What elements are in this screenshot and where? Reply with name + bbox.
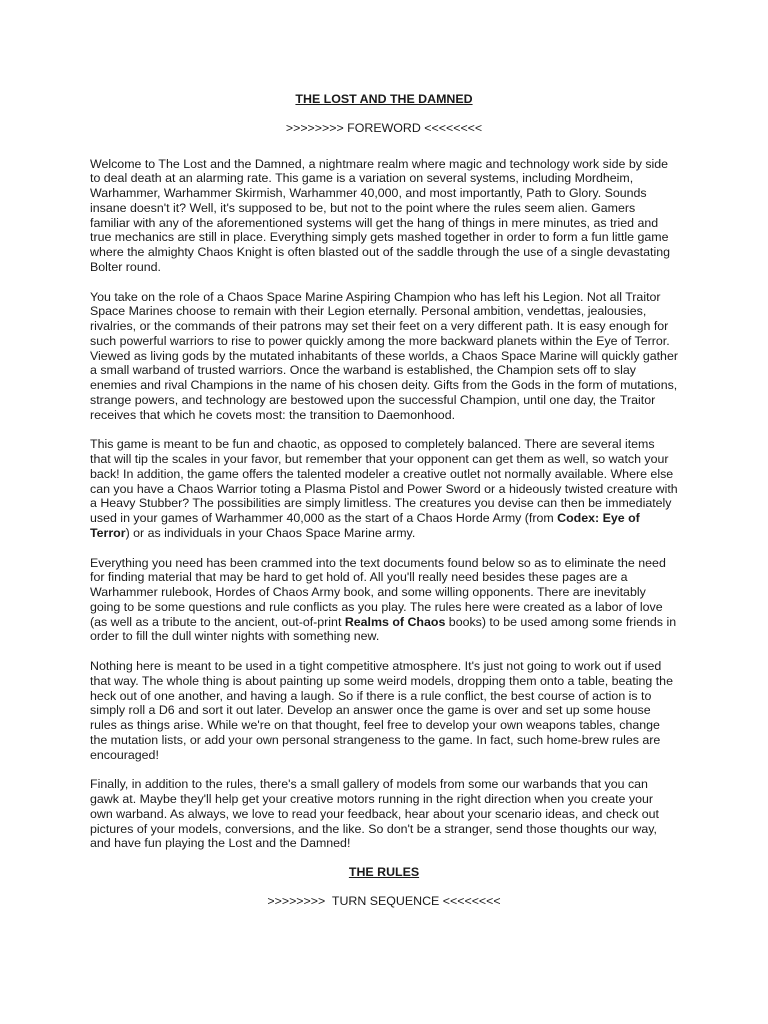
- paragraph-text: This game is meant to be fun and chaotic, as opposed to completely balanced. There are several items that will tip the scales in your favor, but remember that your opponent can get them as well, so watch your back! In addition, the game offers the talented modeler a creative outlet not normally available. Where else can you have a Chaos Warrior toting a Plasma Pistol and Power Sword or a hideously twisted creature with a Heavy Stubber? The possibilities are simply limitless. The creatures you devise can then be immediately used in your games of Warhammer 40,000 as the start of a Chaos Horde Army (from: [90, 437, 678, 525]
- document-title: THE LOST AND THE DAMNED: [295, 92, 473, 106]
- turn-sequence-heading: >>>>>>>> TURN SEQUENCE <<<<<<<<: [267, 893, 501, 908]
- paragraph-gallery: Finally, in addition to the rules, there's a small gallery of models from some our warbands that you can gawk at. Maybe they'll help get your creative motors running in the right direction when you create your own warband. As always, we love to read your feedback, hear about your scenario ideas, and check out pictures of your models, conversions, and the like. So don't be a stranger, send those thoughts our way, and have fun playing the Lost and the Damned!: [90, 777, 659, 851]
- paragraph-text: ) or as individuals in your Chaos Space Marine army.: [125, 525, 416, 540]
- paragraph-role: You take on the role of a Chaos Space Marine Aspiring Champion who has left his Legion. Not all Traitor Space Marines choose to remain with their Legion eternally. Personal ambition, vendettas, jealousies, rivalries, or the commands of their patrons may set their feet on a very different path. It is easy enough for such powerful warriors to rise to power quickly among the more backward planets within the Eye of Terror. Viewed as living gods by the mutated inhabitants of these worlds, a Chaos Space Marine will quickly gather a small warband of trusted warriors. Once the warband is established, the Champion sets off to slay enemies and rival Champions in the name of his chosen deity. Gifts from the Gods in the form of mutations, strange powers, and technology are bestowed upon the successful Champion, until one day, the Traitor receives that which he covets most: the transition to Daemonhood.: [90, 289, 678, 422]
- codex-reference: Codex: Eye of Terror: [90, 511, 640, 540]
- paragraph-text: Everything you need has been crammed into the text documents found below so as to eliminate the need for finding material that may be hard to get hold of. All you'll really need besides these pages are a Warhammer rulebook, Hordes of Chaos Army book, and some willing opponents. There are inevitably going to be some questions and rule conflicts as you play. The rules here were created as a labor of love (as well as a tribute to the ancient, out-of-print: [90, 555, 666, 629]
- paragraph-text: books) to be used among some friends in order to fill the dull winter nights with something new.: [90, 614, 677, 644]
- document-page: [90, 92, 678, 909]
- realms-of-chaos-reference: Realms of Chaos: [344, 614, 446, 629]
- paragraph-fun-and-chaotic: [90, 437, 678, 540]
- rules-heading: THE RULES: [348, 865, 420, 879]
- paragraph-materials: [90, 556, 678, 645]
- paragraph-welcome: Welcome to The Lost and the Damned, a nightmare realm where magic and technology work side by side to deal death at an alarming rate. This game is a variation on several systems, including Mordheim, Warhammer, Warhammer Skirmish, Warhammer 40,000, and most importantly, Path to Glory. Sounds insane doesn't it? Well, it's supposed to be, but not to the point where the rules seem alien. Gamers familiar with any of the aforementioned systems will get the hang of things in mere minutes, as tried and true mechanics are still in place. Everything simply gets mashed together in order to form a fun little game where the almighty Chaos Knight is often blasted out of the saddle through the use of a single devastating Bolter round.: [90, 156, 670, 274]
- foreword-heading: >>>>>>>> FOREWORD <<<<<<<<: [285, 120, 483, 135]
- paragraph-atmosphere: Nothing here is meant to be used in a tight competitive atmosphere. It's just not going to work out if used that way. The whole thing is about painting up some weird models, dropping them onto a table, beating the heck out of one another, and having a laugh. So if there is a rule conflict, the best course of action is to simply roll a D6 and sort it out later. Develop an answer once the game is over and set up some house rules as things arise. While we're on that thought, feel free to develop your own weapons tables, change the mutation lists, or add your own personal strangeness to the game. In fact, such home-brew rules are encouraged!: [90, 659, 673, 762]
